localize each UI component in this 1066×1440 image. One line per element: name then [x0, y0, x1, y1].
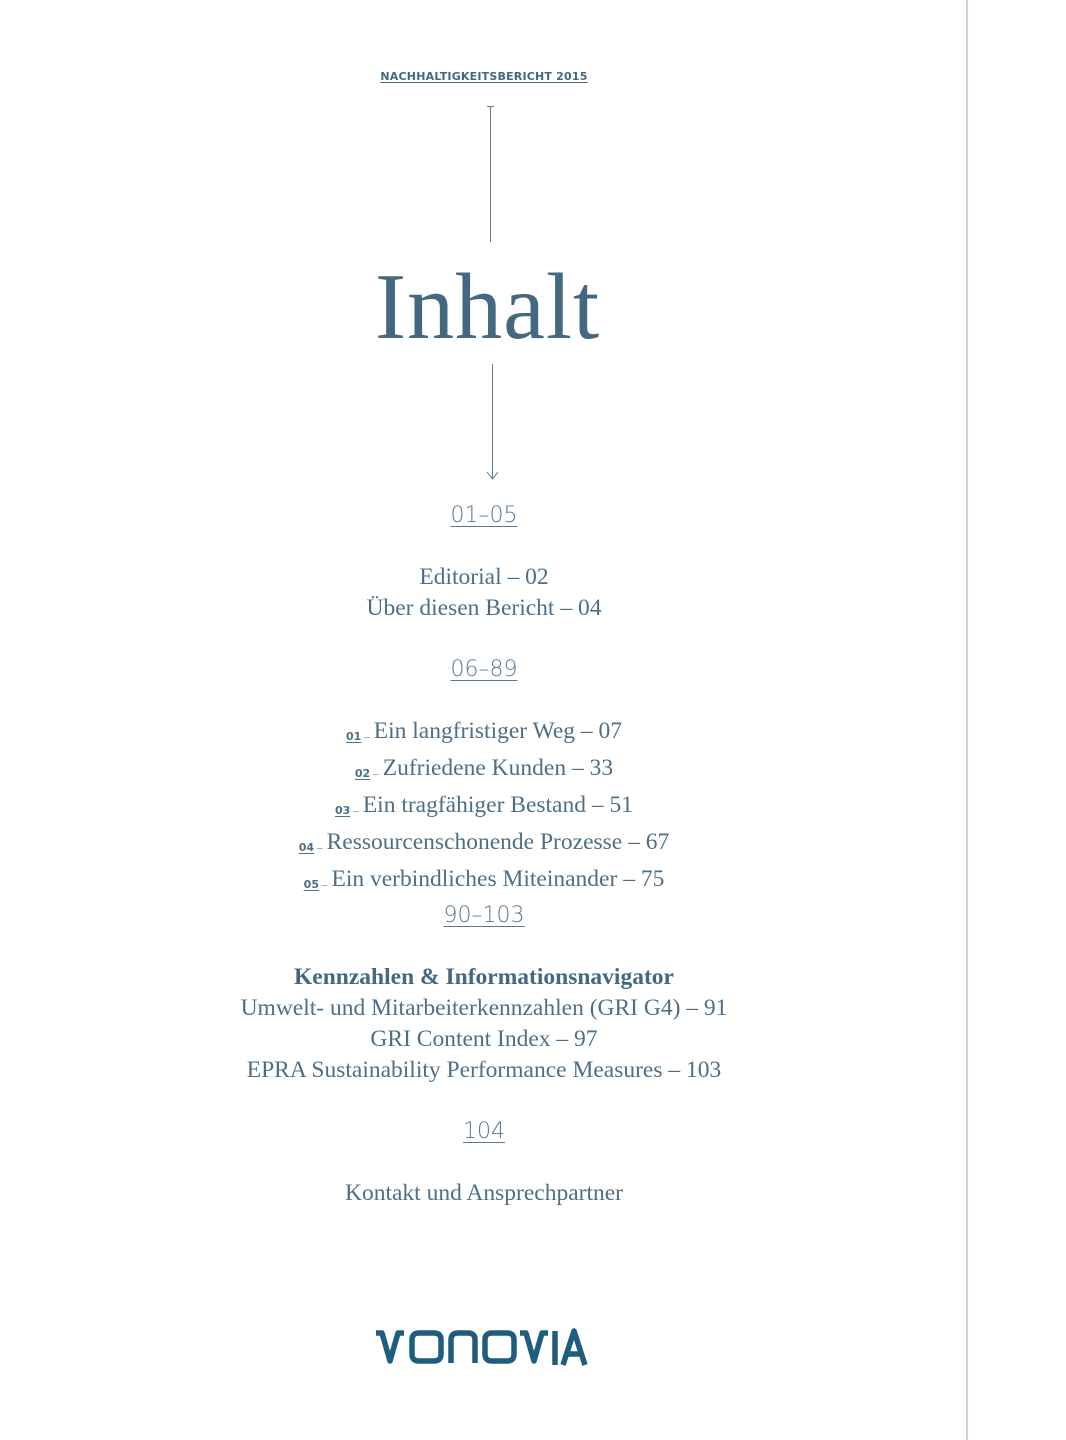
arrow-down-icon: [484, 364, 501, 482]
section-range-link[interactable]: 01–05: [450, 503, 518, 528]
report-title: NACHHALTIGKEITSBERICHT 2015: [380, 70, 588, 83]
chapter-number: 05: [303, 878, 319, 891]
chapter-separator: –: [317, 842, 323, 854]
decorative-line: [490, 106, 491, 242]
toc-entry[interactable]: [0, 753, 968, 790]
section-range-link[interactable]: 06–89: [450, 657, 518, 682]
toc-section-4: [0, 1118, 968, 1146]
toc-entry[interactable]: EPRA Sustainability Performance Measures – 103: [246, 1057, 722, 1083]
toc-section-3: [0, 902, 968, 930]
toc-entry-label: Ressourcenschonende Prozesse – 67: [326, 829, 670, 855]
toc-entry[interactable]: Umwelt- und Mitarbeiterkennzahlen (GRI G4) – 91: [240, 995, 728, 1021]
toc-section-3-entries: [0, 962, 968, 1086]
toc-entry[interactable]: Über diesen Bericht – 04: [366, 595, 602, 621]
page-title: Inhalt: [374, 255, 601, 359]
toc-entry[interactable]: [0, 716, 968, 753]
chapter-number: 01: [345, 730, 362, 743]
toc-entry-label: Ein verbindliches Miteinander – 75: [331, 866, 665, 892]
chapter-separator: –: [364, 731, 370, 743]
toc-entry[interactable]: GRI Content Index – 97: [370, 1026, 598, 1052]
chapter-number: 02: [354, 767, 371, 780]
toc-section-2: [0, 656, 968, 684]
toc-entry-label: Zufriedene Kunden – 33: [382, 755, 614, 781]
chapter-separator: –: [373, 768, 379, 780]
toc-section-1: [0, 502, 968, 530]
toc-entry[interactable]: [0, 790, 968, 827]
toc-section-heading: Kennzahlen & Informationsnavigator: [294, 964, 674, 990]
section-range-link[interactable]: 104: [463, 1119, 505, 1144]
toc-entry[interactable]: [0, 864, 968, 901]
toc-section-2-entries: [0, 716, 968, 901]
chapter-separator: –: [321, 879, 328, 891]
toc-entry[interactable]: Kontakt und Ansprechpartner: [344, 1180, 623, 1206]
toc-section-4-entries: [0, 1178, 968, 1209]
section-range-link[interactable]: 90–103: [443, 903, 525, 928]
toc-section-1-entries: [0, 562, 968, 624]
chapter-number: 03: [335, 804, 351, 817]
vonovia-logo: [0, 1328, 968, 1373]
chapter-number: 04: [298, 841, 315, 854]
toc-entry-label: Ein langfristiger Weg – 07: [373, 718, 623, 744]
toc-entry[interactable]: [0, 827, 968, 864]
toc-entry-label: Ein tragfähiger Bestand – 51: [362, 792, 633, 818]
toc-entry[interactable]: Editorial – 02: [419, 564, 549, 590]
chapter-separator: –: [353, 805, 359, 817]
